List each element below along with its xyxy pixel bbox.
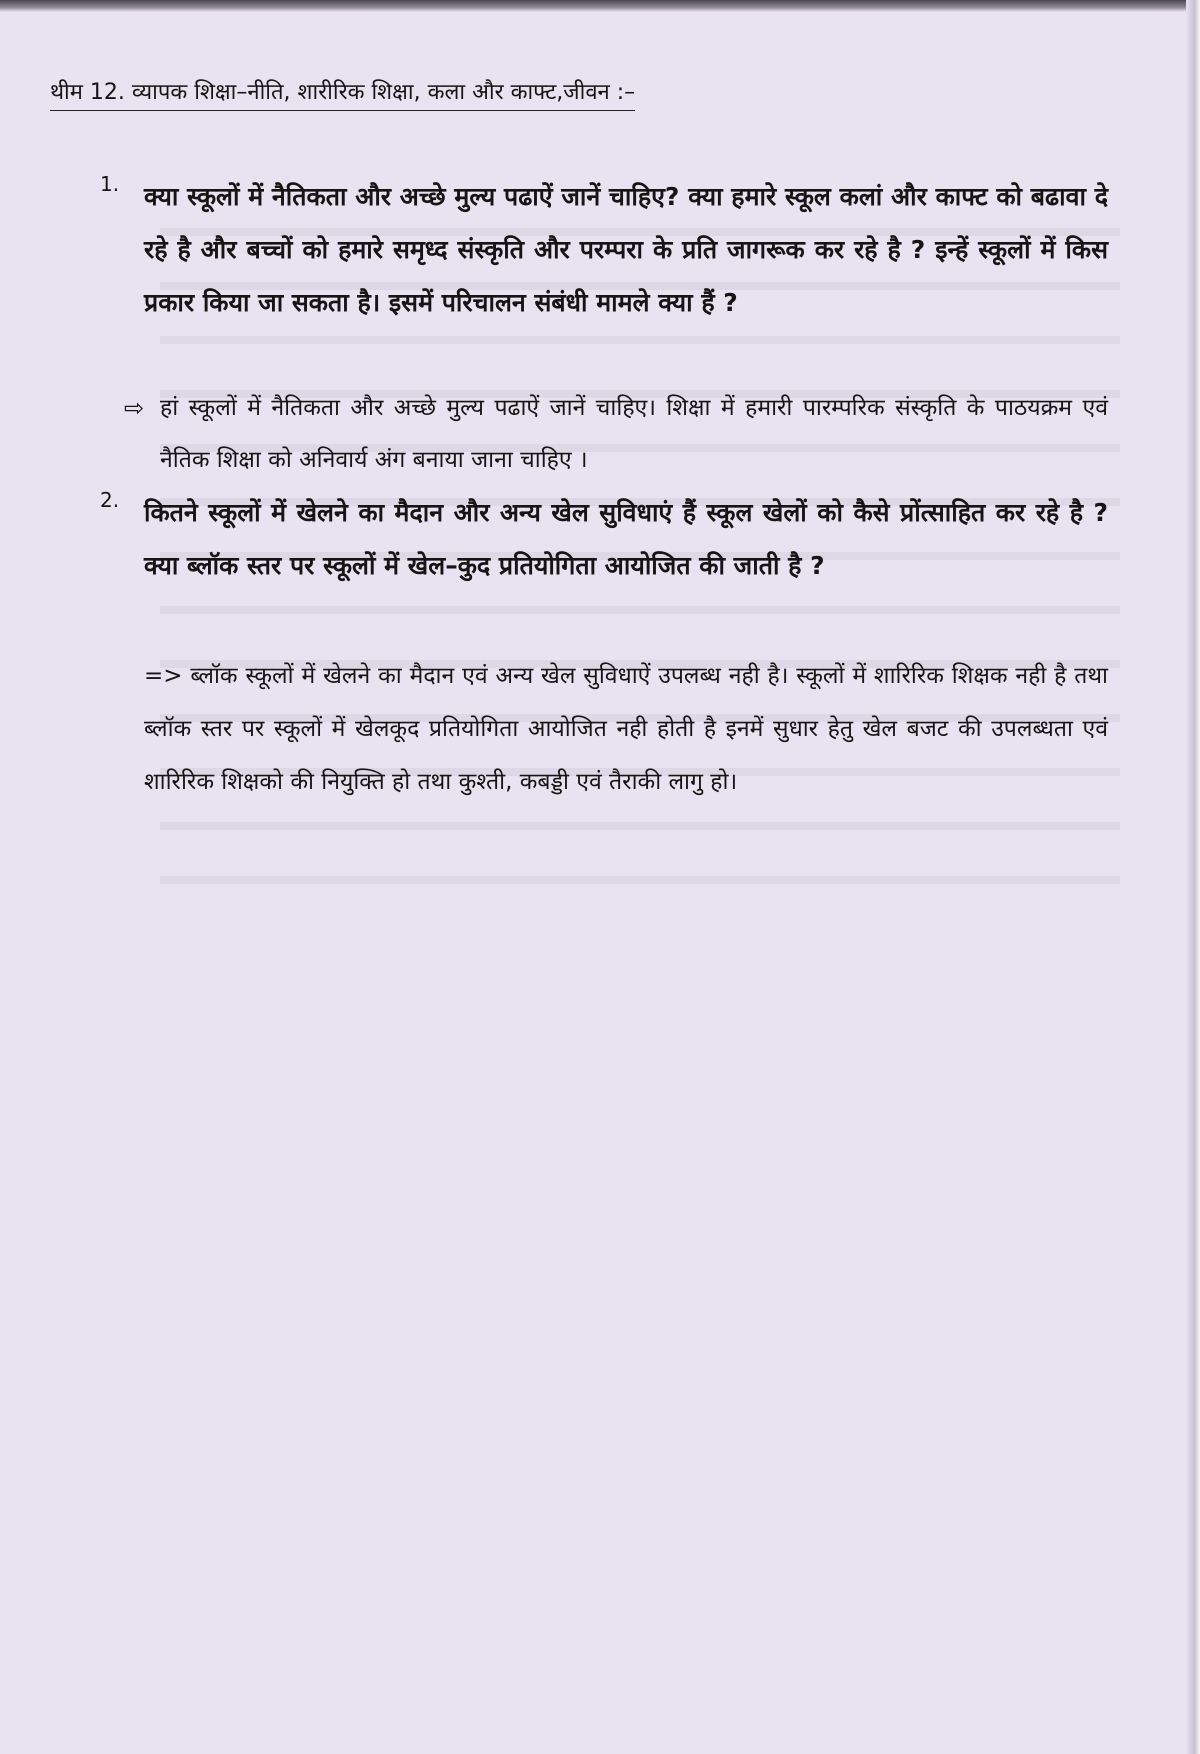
question-2 [100, 486, 1108, 592]
answer-1 [124, 382, 1108, 486]
answer-text: हां स्कूलों में नैतिकता और अच्छे मुल्य पढाऐं जानें चाहिए। शिक्षा में हमारी पारम्परिक संस्कृति के पाठयक्रम एवं नैतिक शिक्षा को अनिवार्य अंग बनाया जाना चाहिए । [160, 395, 1108, 473]
arrow-icon: ⇨ [124, 394, 145, 422]
answer-2: => ब्लॉक स्कूलों में खेलने का मैदान एवं अन्य खेल सुविधाऐं उपलब्ध नही है। स्कूलों में शारिरिक शिक्षक नही है तथा ब्लॉक स्तर पर स्कूलों में खेलकूद प्रतियोगिता आयोजित नही होती है इनमें सुधार हेतु खेल बजट की उपलब्धता एवं शारिरिक शिक्षको की नियुक्ति हो तथा कुश्ती, कबड्डी एवं तैराकी लागु हो। [144, 663, 1108, 795]
question-number: 2. [100, 488, 120, 512]
page-heading: थीम 12. व्यापक शिक्षा–नीति, शारीरिक शिक्षा, कला और काफ्ट,जीवन :– [50, 76, 635, 111]
scan-top-edge [0, 0, 1200, 12]
question-text: कितने स्कूलों में खेलने का मैदान और अन्य खेल सुविधाएं हैं स्कूल खेलों को कैसे प्रोंत्साहित कर रहे है ? क्या ब्लॉक स्तर पर स्कूलों में खेल–कुद प्रतियोगिता आयोजित की जाती है ? [144, 498, 1108, 580]
scan-right-edge [1186, 0, 1200, 1754]
question-text: क्या स्कूलों में नैतिकता और अच्छे मुल्य पढाऐं जानें चाहिए? क्या हमारे स्कूल कलां और काफ्ट को बढावा दे रहे है और बच्चों को हमारे समृध्द संस्कृति और परम्परा के प्रति जागरूक कर रहे है ? इन्हें स्कूलों में किस प्रकार किया जा सकता है। इसमें परिचालन संबंधी मामले क्या हैं ? [144, 182, 1108, 317]
question-1 [100, 170, 1108, 329]
question-number: 1. [100, 172, 120, 196]
